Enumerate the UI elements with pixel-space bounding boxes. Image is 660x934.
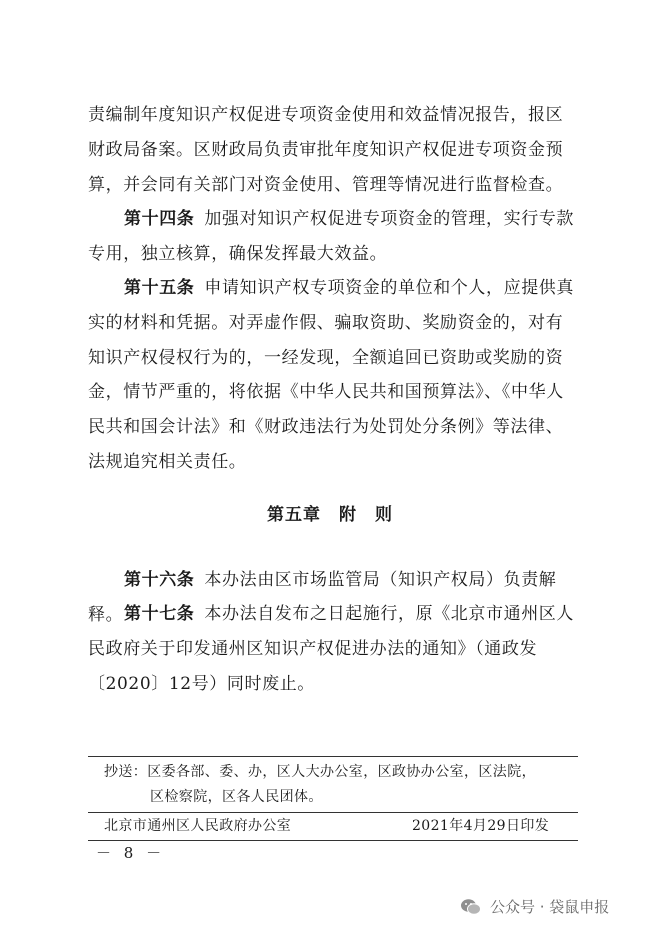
article-16-text: 本办法由区市场监管局（知识产权局）负责解释。 [88,570,557,625]
footer-divider-middle [88,812,578,813]
watermark-text: 公众号 · 袋鼠申报 [490,898,610,916]
article-15-label: 第十五条 [124,278,195,298]
article-14-label: 第十四条 [124,209,195,229]
issue-date: 2021年4月29日印发 [412,818,550,834]
article-14-text: 加强对知识产权促进专项资金的管理，实行专款专用，独立核算，确保发挥最大效益。 [88,209,575,264]
article-15-text: 申请知识产权专项资金的单位和个人，应提供真实的材料和凭据。对弄虚作假、骗取资助、奖励资金的，对有知识产权侵权行为的，一经发现，全额追回已资助或奖励的资金，情节严重的，将依据《中华人民共和国预算法》、《中华人民共和国会计法》和《财政违法行为处罚处分条例》等法律、法规追究相关责任。 [88,278,575,472]
article-17-text: 本办法自发布之日起施行，原《北京市通州区人民政府关于印发通州区知识产权促进办法的通知》（通政发〔2020〕12号）同时废止。 [88,604,575,694]
article-17-label: 第十七条 [124,604,195,624]
paragraph-continued: 责编制年度知识产权促进专项资金使用和效益情况报告，报区财政局备案。区财政局负责审批年度知识产权促进专项资金预算，并会同有关部门对资金使用、管理等情况进行监督检查。 [88,105,564,195]
cc-line-1: 抄送：区委各部、委、办，区人大办公室，区政协办公室，区法院， [104,764,536,780]
page-number: － 8 － [96,844,166,862]
chapter-number: 第五章 [267,505,321,525]
wechat-icon [460,898,482,916]
cc-line-2: 区检察院，区各人民团体。 [150,789,323,805]
footer-divider-top [88,756,578,757]
chapter-title-char-1: 附 [339,505,357,525]
chapter-title-char-2: 则 [375,505,393,525]
article-14 [88,202,578,272]
chapter-heading [0,500,660,525]
article-15 [88,271,578,480]
footer-divider-bottom [88,840,578,841]
watermark [460,896,609,917]
article-17 [88,597,578,701]
issuer: 北京市通州区人民政府办公室 [104,818,292,834]
article-16-label: 第十六条 [124,570,195,590]
